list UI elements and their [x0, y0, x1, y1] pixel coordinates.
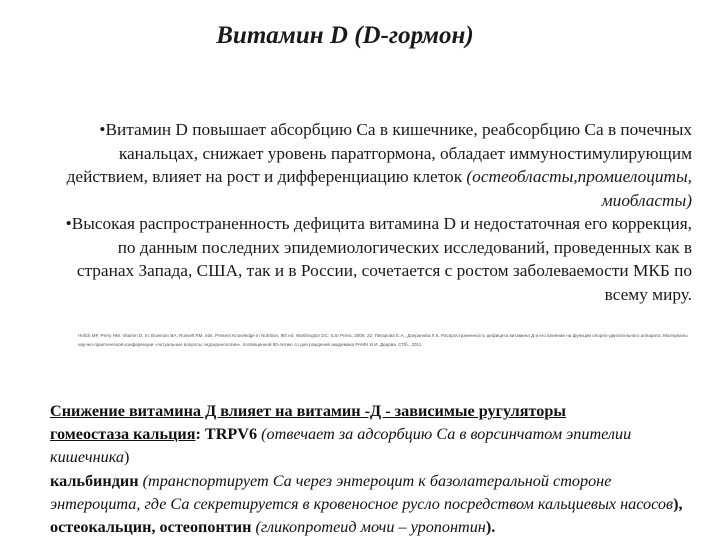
heading-colon: : [195, 425, 201, 444]
osteo-label: остеокальцин, остеопонтин [50, 518, 252, 537]
bottom-heading [50, 400, 690, 470]
close-paren-2: ), [673, 494, 683, 513]
bullet-item-2 [64, 212, 692, 306]
calbindin-label: кальбиндин [50, 471, 139, 490]
osteo-description: (гликопротеид мочи – уропонтин [251, 518, 486, 537]
close-paren-3: ). [485, 518, 496, 537]
bullet-1-italic: (остеобласты,промиелоциты, миобласты) [466, 167, 692, 210]
bullet-list [64, 118, 692, 306]
bullet-marker: • [99, 120, 106, 139]
page-title: Витамин D (D-гормон) [216, 22, 474, 49]
bullet-2-text: Высокая распространенность дефицита витамина D и недостаточная его коррекция, по данным последних эпидемиологических исследований, проведенных как в странах Запада, США, так и в России, сочетается с ростом заболеваемости МКБ по всему миру. [71, 214, 692, 304]
trpv6-description: (отвечает за адсорбцию Са в ворсинчатом эпителии кишечника [50, 425, 632, 467]
close-paren-1: ) [123, 448, 130, 467]
bullet-marker: • [65, 214, 72, 233]
osteo-line [50, 516, 690, 539]
references-text: Holick MF, Perry HM. Vitamin D. In: Bowman BA, Russell RM, eds. Present Knowledge in Nutrition, 9th ed. Washington DC: ILSI Press, 2006. 22. Пигарова Е.А., Дзеранова Л.К. Распространенность дефицита витамина Д и его влияние на функции опорно-двигательного аппарата. Материалы научно-практической конференции «Актуальные вопросы эндокринологии», посвященной 80-летию со дня рождения академика РАМН И.И. Дедова. СПб., 2011 [78, 333, 688, 347]
bottom-text-block [50, 400, 690, 539]
trpv6-label: TRPV6 [200, 425, 258, 444]
bullet-item-1 [64, 118, 692, 212]
bullet-1-text: Витамин D повышает абсорбцию Са в кишечнике, реабсорбцию Са в почечных канальцах, снижает уровень паратгормона, обладает иммуностимулирующим действием, влияет на рост и дифференциацию клеток [66, 120, 692, 186]
bottom-heading-line2: гомеостаза кальция [50, 425, 196, 444]
calbindin-description: (транспортирует Са через энтероцит к базолатеральной стороне энтероцита, где Са секретируется в кровеносное русло посредством кальциевых насосов [50, 471, 674, 513]
bottom-heading-line1: Снижение витамина Д влияет на витамин -Д - зависимые ругуляторы [50, 402, 566, 420]
calbindin-line [50, 470, 690, 516]
